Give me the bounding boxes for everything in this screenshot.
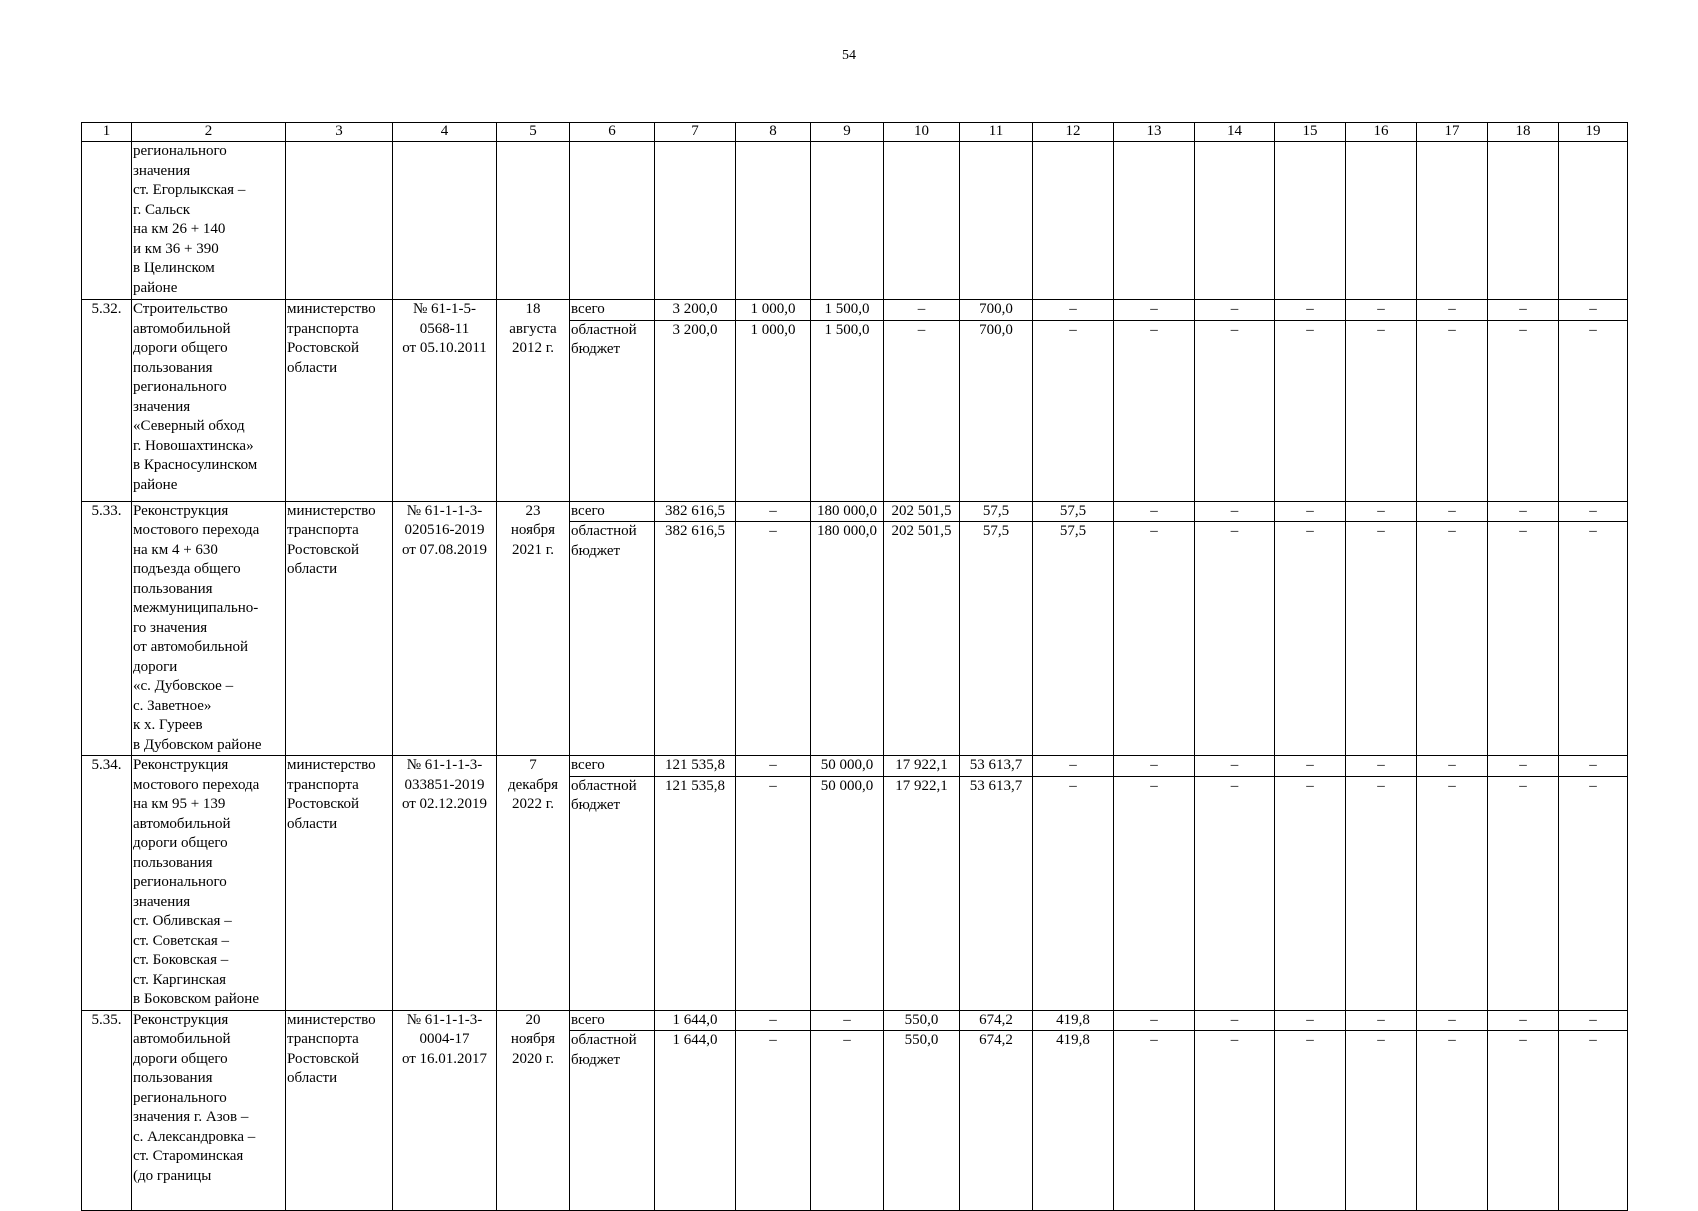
amount-cell: –	[1195, 300, 1275, 321]
funding-source: областной бюджет	[570, 1031, 655, 1211]
amount-cell: –	[1488, 776, 1559, 1010]
amount-cell: –	[1559, 1010, 1628, 1031]
amount-cell: 57,5	[1033, 501, 1114, 522]
amount-cell: –	[811, 1031, 884, 1211]
permit-document: № 61-1-1-3- 020516-2019 от 07.08.2019	[393, 501, 497, 756]
completion-date: 18 августа 2012 г.	[497, 300, 570, 502]
cell	[1195, 142, 1275, 300]
funding-source: всего	[570, 1010, 655, 1031]
amount-cell: 121 535,8	[655, 756, 736, 777]
amount-cell: –	[1275, 1010, 1346, 1031]
column-header: 5	[497, 123, 570, 142]
amount-cell: –	[1417, 522, 1488, 756]
column-header: 12	[1033, 123, 1114, 142]
cell	[82, 142, 132, 300]
amount-cell: 57,5	[1033, 522, 1114, 756]
amount-cell: –	[736, 776, 811, 1010]
column-header: 8	[736, 123, 811, 142]
column-header: 9	[811, 123, 884, 142]
completion-date: 7 декабря 2022 г.	[497, 756, 570, 1011]
amount-cell: 3 200,0	[655, 320, 736, 501]
amount-cell: 1 644,0	[655, 1031, 736, 1211]
amount-cell: 3 200,0	[655, 300, 736, 321]
amount-cell: 419,8	[1033, 1010, 1114, 1031]
cell	[1033, 142, 1114, 300]
amount-cell: –	[1488, 1010, 1559, 1031]
permit-document: № 61-1-5- 0568-11 от 05.10.2011	[393, 300, 497, 502]
amount-cell: –	[1559, 501, 1628, 522]
amount-cell: –	[1195, 320, 1275, 501]
amount-cell: 419,8	[1033, 1031, 1114, 1211]
amount-cell: 1 000,0	[736, 320, 811, 501]
amount-cell: –	[1559, 300, 1628, 321]
column-header: 18	[1488, 123, 1559, 142]
column-header: 16	[1346, 123, 1417, 142]
amount-cell: 17 922,1	[884, 756, 960, 777]
amount-cell: 674,2	[960, 1010, 1033, 1031]
amount-cell: –	[1488, 320, 1559, 501]
permit-document: № 61-1-1-3- 0004-17 от 16.01.2017	[393, 1010, 497, 1211]
amount-cell: 1 500,0	[811, 320, 884, 501]
budget-table	[81, 122, 1628, 1211]
amount-cell: –	[1114, 300, 1195, 321]
amount-cell: 53 613,7	[960, 776, 1033, 1010]
cell	[1114, 142, 1195, 300]
amount-cell: –	[1275, 300, 1346, 321]
cell	[736, 142, 811, 300]
amount-cell: –	[1195, 1031, 1275, 1211]
cell	[1346, 142, 1417, 300]
column-header: 4	[393, 123, 497, 142]
item-number: 5.32.	[82, 300, 132, 502]
amount-cell: –	[1275, 501, 1346, 522]
object-name: Строительство автомобильной дороги общего пользования регионального значения «Северный обход г. Новошахтинска» в Красносулинском районе	[132, 300, 286, 502]
item-row-total	[82, 756, 1628, 777]
object-name: Реконструкция автомобильной дороги общего пользования регионального значения г. Азов – с. Александровка – ст. Староминская (до границы	[132, 1010, 286, 1211]
amount-cell: 50 000,0	[811, 756, 884, 777]
object-name-continued: регионального значения ст. Егорлыкская – г. Сальск на км 26 + 140 и км 36 + 390 в Целинском районе	[132, 142, 286, 300]
amount-cell: 50 000,0	[811, 776, 884, 1010]
column-header: 2	[132, 123, 286, 142]
amount-cell: 550,0	[884, 1031, 960, 1211]
amount-cell: –	[1275, 756, 1346, 777]
amount-cell: –	[1195, 1010, 1275, 1031]
cell	[1417, 142, 1488, 300]
amount-cell: –	[1275, 776, 1346, 1010]
amount-cell: –	[1559, 320, 1628, 501]
column-header: 13	[1114, 123, 1195, 142]
cell	[1559, 142, 1628, 300]
funding-source: областной бюджет	[570, 522, 655, 756]
amount-cell: 1 500,0	[811, 300, 884, 321]
cell	[655, 142, 736, 300]
amount-cell: –	[1346, 522, 1417, 756]
column-header: 14	[1195, 123, 1275, 142]
amount-cell: –	[1275, 320, 1346, 501]
amount-cell: –	[1559, 756, 1628, 777]
funding-source: областной бюджет	[570, 776, 655, 1010]
item-row-total	[82, 1010, 1628, 1031]
amount-cell: –	[811, 1010, 884, 1031]
amount-cell: –	[1114, 756, 1195, 777]
amount-cell: –	[1417, 756, 1488, 777]
amount-cell: –	[736, 501, 811, 522]
cell	[393, 142, 497, 300]
amount-cell: –	[1195, 776, 1275, 1010]
amount-cell: –	[1488, 522, 1559, 756]
amount-cell: –	[1114, 522, 1195, 756]
cell	[960, 142, 1033, 300]
cell	[286, 142, 393, 300]
amount-cell: 1 000,0	[736, 300, 811, 321]
amount-cell: –	[1417, 320, 1488, 501]
object-name: Реконструкция мостового перехода на км 4 + 630 подъезда общего пользования межмуниципально- го значения от автомобильной дороги «с. Дубовское – с. Заветное» к х. Гуреев в Дубовском районе	[132, 501, 286, 756]
amount-cell: 700,0	[960, 320, 1033, 501]
funding-source: всего	[570, 501, 655, 522]
amount-cell: 57,5	[960, 522, 1033, 756]
amount-cell: –	[884, 300, 960, 321]
funding-source: всего	[570, 756, 655, 777]
column-header: 6	[570, 123, 655, 142]
column-header: 11	[960, 123, 1033, 142]
amount-cell: 1 644,0	[655, 1010, 736, 1031]
customer: министерство транспорта Ростовской области	[286, 300, 393, 502]
amount-cell: 53 613,7	[960, 756, 1033, 777]
amount-cell: 550,0	[884, 1010, 960, 1031]
amount-cell: –	[1559, 522, 1628, 756]
amount-cell: 202 501,5	[884, 522, 960, 756]
amount-cell: –	[1488, 501, 1559, 522]
amount-cell: –	[1114, 1031, 1195, 1211]
object-name: Реконструкция мостового перехода на км 95 + 139 автомобильной дороги общего пользования регионального значения ст. Обливская – ст. Советская – ст. Боковская – ст. Каргинская в Боковском районе	[132, 756, 286, 1011]
amount-cell: 674,2	[960, 1031, 1033, 1211]
cell	[497, 142, 570, 300]
amount-cell: –	[1346, 300, 1417, 321]
amount-cell: –	[1275, 522, 1346, 756]
amount-cell: –	[1417, 1031, 1488, 1211]
customer: министерство транспорта Ростовской области	[286, 1010, 393, 1211]
column-header: 17	[1417, 123, 1488, 142]
amount-cell: 700,0	[960, 300, 1033, 321]
continuation-row	[82, 142, 1628, 300]
amount-cell: –	[1417, 776, 1488, 1010]
amount-cell: –	[1559, 1031, 1628, 1211]
column-header: 19	[1559, 123, 1628, 142]
cell	[1275, 142, 1346, 300]
column-header: 10	[884, 123, 960, 142]
amount-cell: 17 922,1	[884, 776, 960, 1010]
funding-source: областной бюджет	[570, 320, 655, 501]
amount-cell: 180 000,0	[811, 501, 884, 522]
amount-cell: –	[1033, 776, 1114, 1010]
amount-cell: –	[1195, 522, 1275, 756]
amount-cell: –	[736, 522, 811, 756]
table-body	[82, 123, 1628, 1211]
column-number-row	[82, 123, 1628, 142]
amount-cell: –	[1114, 1010, 1195, 1031]
amount-cell: –	[1346, 1031, 1417, 1211]
amount-cell: –	[1417, 300, 1488, 321]
amount-cell: 382 616,5	[655, 522, 736, 756]
amount-cell: 202 501,5	[884, 501, 960, 522]
amount-cell: 121 535,8	[655, 776, 736, 1010]
item-row-total	[82, 501, 1628, 522]
amount-cell: –	[736, 1010, 811, 1031]
amount-cell: –	[1559, 776, 1628, 1010]
amount-cell: –	[1195, 756, 1275, 777]
amount-cell: –	[1033, 300, 1114, 321]
page-number: 54	[842, 48, 856, 63]
cell	[884, 142, 960, 300]
column-header: 15	[1275, 123, 1346, 142]
column-header: 1	[82, 123, 132, 142]
item-number: 5.33.	[82, 501, 132, 756]
amount-cell: –	[1488, 756, 1559, 777]
permit-document: № 61-1-1-3- 033851-2019 от 02.12.2019	[393, 756, 497, 1011]
item-row-total	[82, 300, 1628, 321]
amount-cell: –	[1488, 300, 1559, 321]
amount-cell: –	[1346, 1010, 1417, 1031]
amount-cell: –	[1114, 320, 1195, 501]
amount-cell: –	[1275, 1031, 1346, 1211]
item-number: 5.34.	[82, 756, 132, 1011]
amount-cell: –	[1346, 776, 1417, 1010]
amount-cell: 180 000,0	[811, 522, 884, 756]
amount-cell: –	[1033, 756, 1114, 777]
column-header: 3	[286, 123, 393, 142]
amount-cell: –	[884, 320, 960, 501]
amount-cell: –	[1417, 1010, 1488, 1031]
amount-cell: –	[1346, 501, 1417, 522]
item-number: 5.35.	[82, 1010, 132, 1211]
customer: министерство транспорта Ростовской области	[286, 756, 393, 1011]
amount-cell: –	[1346, 756, 1417, 777]
funding-source: всего	[570, 300, 655, 321]
amount-cell: 57,5	[960, 501, 1033, 522]
column-header: 7	[655, 123, 736, 142]
cell	[1488, 142, 1559, 300]
amount-cell: –	[736, 756, 811, 777]
cell	[811, 142, 884, 300]
completion-date: 20 ноября 2020 г.	[497, 1010, 570, 1211]
amount-cell: –	[736, 1031, 811, 1211]
amount-cell: 382 616,5	[655, 501, 736, 522]
amount-cell: –	[1033, 320, 1114, 501]
amount-cell: –	[1417, 501, 1488, 522]
amount-cell: –	[1195, 501, 1275, 522]
completion-date: 23 ноября 2021 г.	[497, 501, 570, 756]
amount-cell: –	[1114, 501, 1195, 522]
customer: министерство транспорта Ростовской области	[286, 501, 393, 756]
amount-cell: –	[1114, 776, 1195, 1010]
amount-cell: –	[1346, 320, 1417, 501]
amount-cell: –	[1488, 1031, 1559, 1211]
cell	[570, 142, 655, 300]
